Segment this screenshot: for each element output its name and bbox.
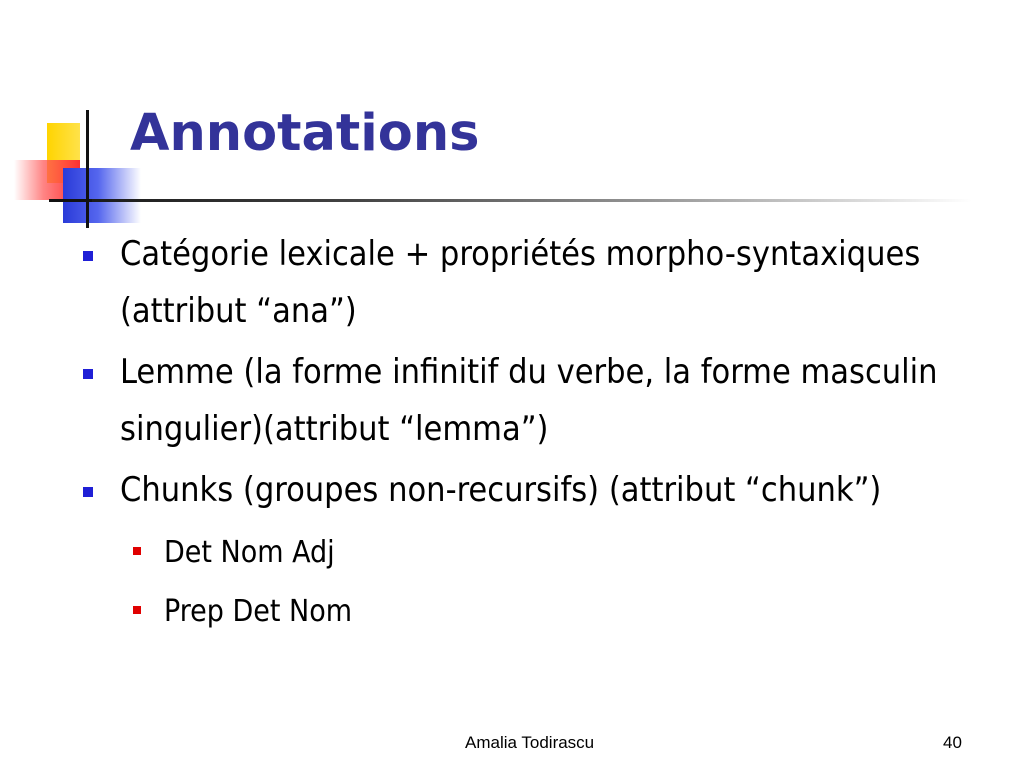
bullet-text: Catégorie lexicale + propriétés morpho-syntaxiques (attribut “ana”) (120, 234, 921, 331)
square-bullet-icon (83, 487, 93, 497)
sub-bullet-item (133, 523, 1010, 582)
square-bullet-icon (83, 369, 93, 379)
sub-bullet-text: Prep Det Nom (164, 594, 353, 629)
small-square-bullet-icon (133, 606, 141, 614)
small-square-bullet-icon (133, 547, 141, 555)
bullet-text: Chunks (groupes non-recursifs) (attribut “chunk”) (120, 470, 882, 510)
bullet-item (80, 344, 1010, 458)
bullet-text: Lemme (la forme infinitif du verbe, la forme masculin singulier)(attribut “lemma”) (120, 352, 938, 449)
footer-author: Amalia Todirascu (465, 733, 595, 752)
sub-bullet-text: Det Nom Adj (164, 535, 335, 570)
bullet-item (80, 226, 1010, 340)
bullet-item (80, 462, 1010, 519)
slide-content (80, 226, 1010, 641)
logo-vertical-line (86, 110, 89, 228)
title-divider (92, 199, 972, 202)
square-bullet-icon (83, 251, 93, 261)
slide-title: Annotations (130, 104, 480, 163)
page-number: 40 (943, 733, 962, 752)
logo-blue-square (63, 168, 141, 223)
sub-bullet-item (133, 582, 1010, 641)
